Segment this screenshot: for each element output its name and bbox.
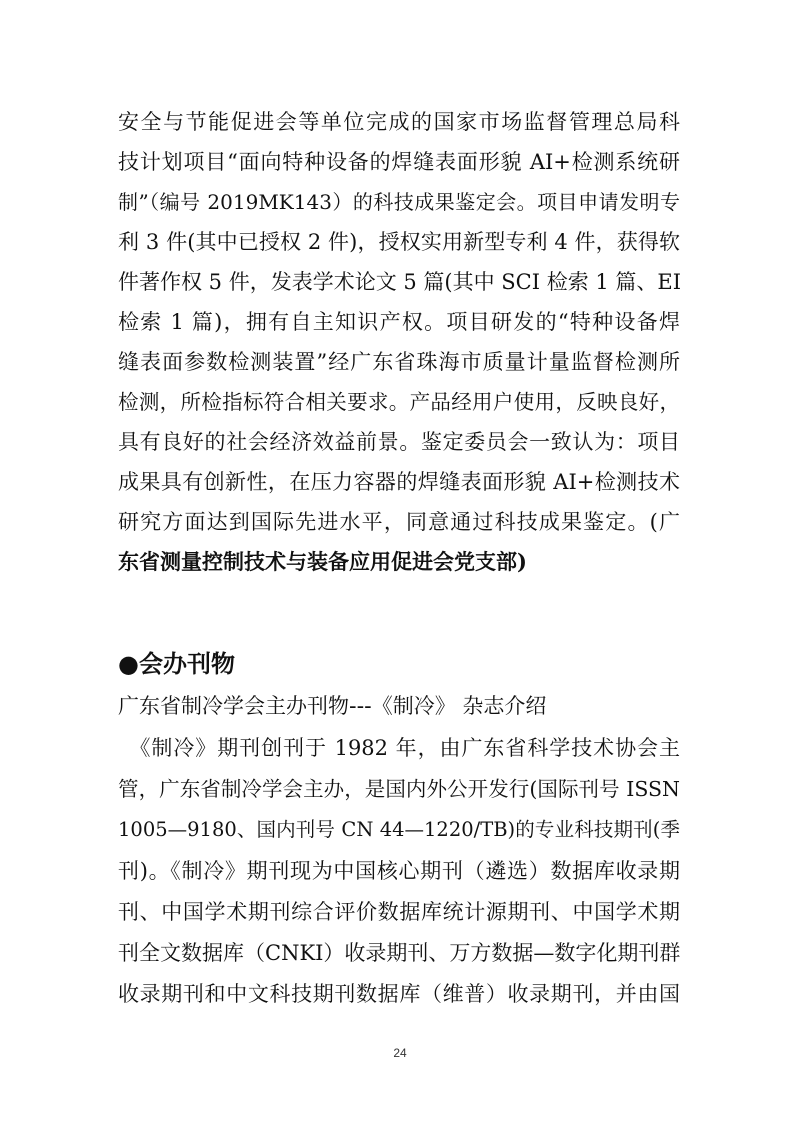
text-line: 具有良好的社会经济效益前景。鉴定委员会一致认为：项目: [118, 430, 680, 454]
text-line: 1005—9180、国内刊号 CN 44—1220/TB)的专业科技期刊(季: [118, 818, 680, 841]
text-line: 制”（编号 2019MK143）的科技成果鉴定会。项目申请发明专: [118, 190, 680, 214]
text-line: 研究方面达到国际先进水平，同意通过科技成果鉴定。(广: [118, 510, 680, 534]
source-attribution: 东省测量控制技术与装备应用促进会党支部): [118, 549, 527, 574]
text-line: 收录期刊和中文科技期刊数据库（维普）收录期刊，并由国: [118, 982, 680, 1006]
text-line: 管，广东省制冷学会主办，是国内外公开发行(国际刊号 ISSN: [118, 777, 680, 801]
page-number: 24: [393, 1046, 407, 1060]
text-line: 刊、中国学术期刊综合评价数据库统计源期刊、中国学术期: [118, 900, 680, 924]
section-heading: ●会办刊物: [118, 650, 235, 678]
text-line: 安全与节能促进会等单位完成的国家市场监督管理总局科: [118, 110, 680, 134]
text-line: 检索 1 篇)，拥有自主知识产权。项目研发的“特种设备焊: [118, 310, 680, 334]
text-line: 检测，所检指标符合相关要求。产品经用户使用，反映良好，: [118, 390, 680, 414]
text-line: 刊全文数据库（CNKI）收录期刊、万方数据—数字化期刊群: [118, 941, 681, 965]
text-line: 《制冷》期刊创刊于 1982 年，由广东省科学技术协会主: [118, 736, 680, 760]
text-line: 件著作权 5 件，发表学术论文 5 篇(其中 SCI 检索 1 篇、EI: [118, 270, 682, 294]
text-line: 利 3 件(其中已授权 2 件)，授权实用新型专利 4 件，获得软: [118, 230, 680, 254]
text-line: 技计划项目“面向特种设备的焊缝表面形貌 AI+检测系统研: [118, 150, 680, 174]
text-line: 缝表面参数检测装置”经广东省珠海市质量计量监督检测所: [118, 350, 680, 374]
text-line: 成果具有创新性，在压力容器的焊缝表面形貌 AI+检测技术: [118, 470, 680, 494]
text-line: 刊)。《制冷》期刊现为中国核心期刊（遴选）数据库收录期: [118, 859, 680, 883]
article-title: 广东省制冷学会主办刊物---《制冷》 杂志介绍: [118, 694, 547, 718]
